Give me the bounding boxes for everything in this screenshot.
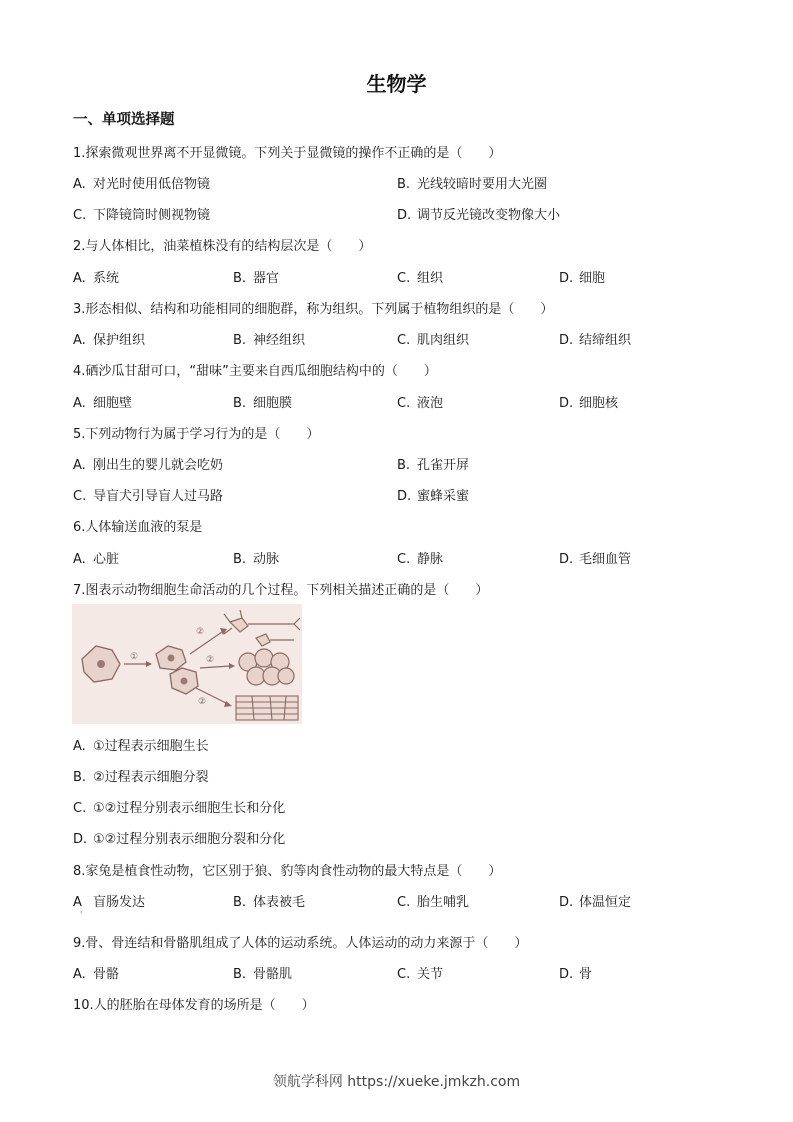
question-2-options (73, 267, 723, 287)
option-letter: C. (73, 208, 87, 223)
option-q6-c[interactable] (397, 548, 443, 567)
option-letter: C. (397, 552, 411, 567)
question-7-stem: 7.图表示动物细胞生命活动的几个过程。下列相关描述正确的是（ ） (73, 583, 489, 598)
option-q5-b[interactable] (397, 454, 469, 473)
option-text: 光线较暗时要用大光圈 (417, 177, 548, 192)
option-letter: A (73, 895, 82, 910)
option-letter: A. (73, 396, 86, 411)
option-letter: A. (73, 552, 86, 567)
option-letter: C. (397, 271, 411, 286)
option-q1-d[interactable] (397, 204, 560, 223)
option-letter: D. (559, 333, 574, 348)
figure-label-2b: ② (206, 655, 215, 665)
option-q7-c[interactable] (73, 797, 285, 816)
option-text: 器官 (253, 271, 280, 286)
option-letter: D. (559, 895, 574, 910)
option-text: ②过程表示细胞分裂 (93, 770, 209, 785)
option-text: 调节反光镜改变物像大小 (417, 208, 561, 223)
question-6-options (73, 548, 723, 568)
question-1-stem: 1.探索微观世界离不开显微镜。下列关于显微镜的操作不正确的是（ ） (73, 146, 502, 161)
option-q4-c[interactable] (397, 392, 443, 411)
round-cell-cluster (239, 649, 294, 685)
option-letter: D. (559, 271, 574, 286)
section-heading: 一、单项选择题 (73, 112, 175, 128)
figure-label-2a: ② (196, 627, 205, 637)
option-q5-a[interactable] (73, 454, 223, 473)
question-5-options-row-2 (73, 485, 723, 505)
option-q6-d[interactable] (559, 548, 631, 567)
option-text: 蜜蜂采蜜 (417, 489, 470, 504)
option-text: 液泡 (417, 396, 444, 411)
cell-diagram (72, 604, 302, 724)
option-letter: D. (397, 489, 412, 504)
option-q8-d[interactable] (559, 891, 631, 910)
option-letter: C. (397, 396, 411, 411)
question-6-stem: 6.人体输送血液的泵是 (73, 520, 203, 535)
option-q2-b[interactable] (233, 267, 279, 286)
figure-label-1: ① (130, 652, 139, 662)
option-text: 细胞壁 (93, 396, 133, 411)
option-letter: D. (559, 396, 574, 411)
option-letter: A. (73, 271, 86, 286)
option-q1-b[interactable] (397, 173, 547, 192)
question-4-options (73, 392, 723, 412)
fiber-tissue (236, 696, 298, 720)
option-letter: B. (73, 770, 87, 785)
option-letter: D. (397, 208, 412, 223)
option-letter: B. (233, 552, 247, 567)
option-text: ①②过程分别表示细胞分裂和分化 (93, 832, 286, 847)
option-letter: D. (73, 832, 88, 847)
option-q9-b[interactable] (233, 963, 292, 982)
question-1-options-row-1 (73, 173, 723, 193)
option-text: 盲肠发达 (93, 895, 146, 910)
option-letter: B. (233, 396, 247, 411)
option-q7-b[interactable] (73, 766, 209, 785)
option-text: 体温恒定 (579, 895, 632, 910)
option-q9-c[interactable] (397, 963, 443, 982)
option-q5-c[interactable] (73, 485, 223, 504)
option-letter: C. (397, 333, 411, 348)
option-letter: C. (73, 801, 87, 816)
option-text: 骨 (579, 967, 593, 982)
option-q2-c[interactable] (397, 267, 443, 286)
option-text: 系统 (93, 271, 120, 286)
option-letter: A. (73, 739, 86, 754)
option-text: 体表被毛 (253, 895, 306, 910)
option-text: 结缔组织 (579, 333, 632, 348)
option-q1-c[interactable] (73, 204, 210, 223)
option-text: 保护组织 (93, 333, 146, 348)
option-text: 导盲犬引导盲人过马路 (93, 489, 224, 504)
question-9-options (73, 963, 723, 983)
question-3-stem: 3.形态相似、结构和功能相同的细胞群，称为组织。下列属于植物组织的是（ ） (73, 302, 554, 317)
option-q8-c[interactable] (397, 891, 469, 910)
cell-nucleus (97, 660, 105, 668)
option-letter: C. (397, 967, 411, 982)
option-text: 刚出生的婴儿就会吃奶 (93, 458, 224, 473)
option-letter: A. (73, 458, 86, 473)
option-q6-a[interactable] (73, 548, 119, 567)
option-q3-d[interactable] (559, 329, 631, 348)
option-letter: D. (559, 552, 574, 567)
option-q2-d[interactable] (559, 267, 605, 286)
option-q4-a[interactable] (73, 392, 132, 411)
option-text: 肌肉组织 (417, 333, 470, 348)
question-4-stem: 4.硒沙瓜甘甜可口，“甜味”主要来自西瓜细胞结构中的（ ） (73, 364, 437, 379)
cell-process-figure (72, 604, 302, 724)
option-q1-a[interactable] (73, 173, 210, 192)
page-title: 生物学 (366, 72, 427, 96)
option-letter: B. (233, 967, 247, 982)
question-8-options (73, 891, 723, 911)
option-text: 关节 (417, 967, 444, 982)
option-q7-a[interactable] (73, 735, 209, 754)
option-text: 心脏 (93, 552, 120, 567)
option-text: 胎生哺乳 (417, 895, 470, 910)
question-3-options (73, 329, 723, 349)
option-q3-b[interactable] (233, 329, 305, 348)
option-letter: B. (397, 177, 411, 192)
option-text: 骨骼肌 (253, 967, 293, 982)
option-q8-b[interactable] (233, 891, 305, 910)
option-text: 细胞核 (579, 396, 619, 411)
question-1-options-row-2 (73, 204, 723, 224)
option-text: 细胞膜 (253, 396, 293, 411)
option-q8-a[interactable] (73, 891, 145, 910)
option-letter: C. (73, 489, 87, 504)
option-q5-d[interactable] (397, 485, 469, 504)
stray-mark: ' (80, 910, 83, 919)
figure-label-2c: ② (198, 697, 207, 707)
option-letter: B. (397, 458, 411, 473)
option-text: 动脉 (253, 552, 280, 567)
option-letter: A. (73, 177, 86, 192)
question-9-stem: 9.骨、骨连结和骨骼肌组成了人体的运动系统。人体运动的动力来源于（ ） (73, 936, 528, 951)
question-5-stem: 5.下列动物行为属于学习行为的是（ ） (73, 427, 320, 442)
option-q4-d[interactable] (559, 392, 618, 411)
option-letter: C. (397, 895, 411, 910)
option-q3-c[interactable] (397, 329, 469, 348)
question-8-stem: 8.家兔是植食性动物，它区别于狼、豹等肉食性动物的最大特点是（ ） (73, 864, 502, 879)
option-text: 组织 (417, 271, 444, 286)
option-text: 骨骼 (93, 967, 120, 982)
option-letter: B. (233, 271, 247, 286)
option-letter: A. (73, 967, 86, 982)
option-q6-b[interactable] (233, 548, 279, 567)
option-text: 毛细血管 (579, 552, 632, 567)
option-q2-a[interactable] (73, 267, 119, 286)
option-text: 静脉 (417, 552, 444, 567)
option-text: ①过程表示细胞生长 (93, 739, 209, 754)
option-text: 神经组织 (253, 333, 306, 348)
option-letter: B. (233, 895, 247, 910)
option-letter: D. (559, 967, 574, 982)
option-letter: B. (233, 333, 247, 348)
option-text: 下降镜筒时侧视物镜 (93, 208, 211, 223)
option-q9-a[interactable] (73, 963, 119, 982)
option-q7-d[interactable] (73, 828, 285, 847)
option-text: ①②过程分别表示细胞生长和分化 (93, 801, 286, 816)
option-text: 孔雀开屏 (417, 458, 470, 473)
question-10-stem: 10.人的胚胎在母体发育的场所是（ ） (73, 998, 315, 1013)
question-2-stem: 2.与人体相比，油菜植株没有的结构层次是（ ） (73, 239, 372, 254)
option-text: 细胞 (579, 271, 606, 286)
option-q4-b[interactable] (233, 392, 292, 411)
question-5-options-row-1 (73, 454, 723, 474)
option-text: 对光时使用低倍物镜 (93, 177, 211, 192)
option-q3-a[interactable] (73, 329, 145, 348)
page-footer: 领航学科网 https://xueke.jmkzh.com (272, 1074, 521, 1090)
option-letter: A. (73, 333, 86, 348)
option-q9-d[interactable] (559, 963, 592, 982)
